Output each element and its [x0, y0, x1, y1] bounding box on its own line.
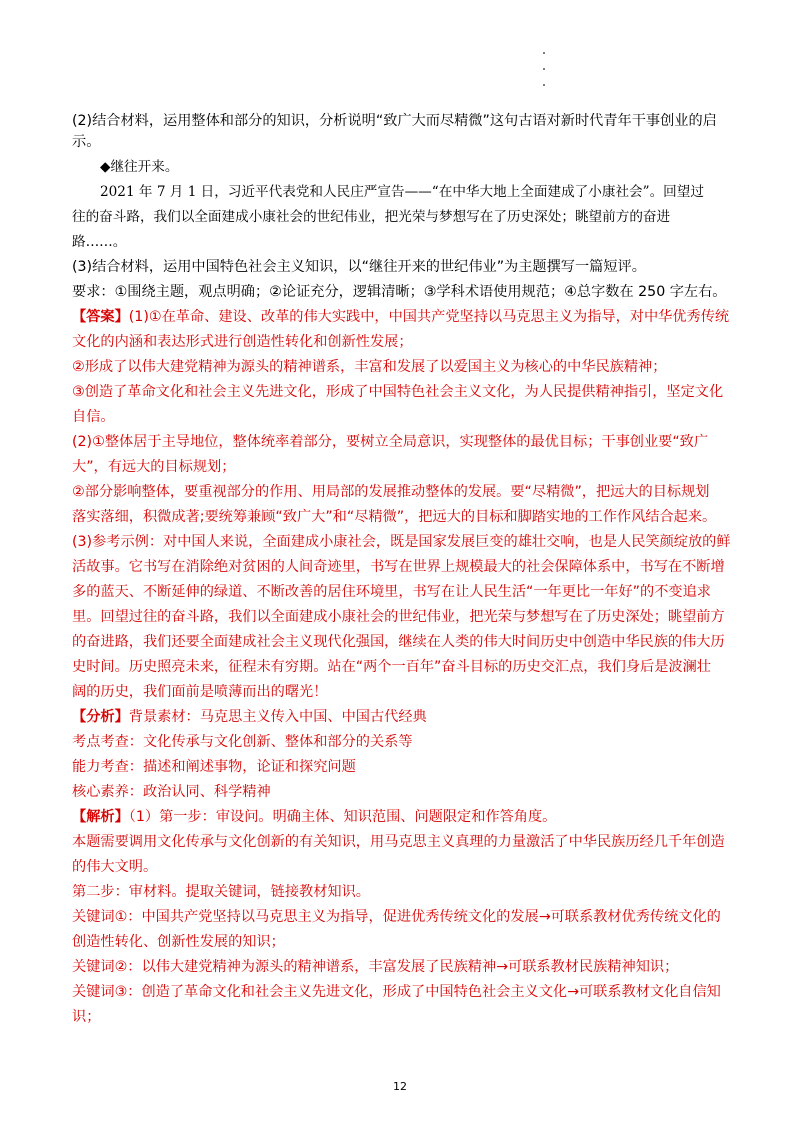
answer-line: 自信。: [72, 409, 115, 425]
explanation-line: （1）第一步：审设问。明确主体、知识范围、问题限定和作答角度。: [128, 809, 557, 825]
answer-line: (3)参考示例：对中国人来说，全面建成小康社会，既是国家发展巨变的雄壮交响，也是人民笑颜绽放的鲜: [72, 534, 731, 550]
dot: [543, 68, 545, 70]
answer-line: 落实落细，积微成著;要统筹兼顾“致广大”和“尽精微”，把远大的目标和脚踏实地的工作作风结合起来。: [72, 509, 717, 525]
explanation-line: 第二步：审材料。提取关键词，链接教材知识。: [72, 884, 370, 900]
answer-line: ②部分影响整体，要重视部分的作用、用局部的发展推动整体的发展。要“尽精微”，把远大的目标规划: [72, 484, 710, 500]
answer-line: 文化的内涵和表达形式进行创造性转化和创新性发展；: [72, 334, 413, 350]
answer-line: 阔的历史，我们面前是喷薄而出的曙光！: [72, 684, 328, 700]
material-line: 往的奋斗路，我们以全面建成小康社会的世纪伟业，把光荣与梦想写在了历史深处；眺望前方的奋进: [72, 209, 671, 225]
explanation-first-line: [72, 807, 732, 828]
explanation-line: 识；: [72, 1009, 101, 1025]
question-2-line: 示。: [72, 134, 101, 150]
dot: [543, 84, 545, 86]
question-3-line: (3)结合材料，运用中国特色社会主义知识，以“继往开来的世纪伟业”为主题撰写一篇短评。: [72, 259, 646, 275]
dot: [543, 52, 545, 54]
answer-line: 大”，有远大的目标规划；: [72, 459, 236, 475]
analysis-line: 考点考查：文化传承与文化创新、整体和部分的关系等: [72, 734, 413, 750]
explanation-section: [72, 807, 732, 1028]
explanation-line: 的伟大文明。: [72, 859, 158, 875]
content: [72, 111, 732, 1032]
explanation-line: 关键词③：创造了革命文化和社会主义先进文化，形成了中国特色社会主义文化→可联系教材文化自信知: [72, 984, 721, 1000]
question-2-line: (2)结合材料，运用整体和部分的知识，分析说明“致广大而尽精微”这句古语对新时代青年干事创业的启: [72, 113, 717, 129]
explanation-line: 关键词①：中国共产党坚持以马克思主义为指导，促进优秀传统文化的发展→可联系教材优秀传统文化的: [72, 909, 721, 925]
analysis-first-line: [72, 707, 732, 728]
answer-label: 【答案】: [72, 309, 129, 325]
answer-line: (2)①整体居于主导地位，整体统率着部分，要树立全局意识，实现整体的最优目标；干事创业要“致广: [72, 434, 709, 450]
answer-line: 的奋进路，我们还要全面建成社会主义现代化强国，继续在人类的伟大时间历史中创造中华民族的伟大历: [72, 634, 725, 650]
material-line: 2021 年 7 月 1 日，习近平代表党和人民庄严宣告——“在中华大地上全面建成了小康社会”。回望过: [100, 184, 704, 200]
explanation-label: 【解析】: [72, 809, 129, 825]
answer-line: ③创造了革命文化和社会主义先进文化，形成了中国特色社会主义文化，为人民提供精神指引，坚定文化: [72, 384, 724, 400]
explanation-line: 关键词②：以伟大建党精神为源头的精神谱系，丰富发展了民族精神→可联系教材民族精神知识；: [72, 959, 679, 975]
analysis-line: 核心素养：政治认同、科学精神: [72, 784, 271, 800]
answer-line: 活故事。它书写在消除绝对贫困的人间奇迹里，书写在世界上规模最大的社会保障体系中，书写在不断增: [72, 559, 725, 575]
answer-line: 多的蓝天、不断延伸的绿道、不断改善的居住环境里，书写在让人民生活“一年更比一年好”的不变追求: [72, 584, 711, 600]
header-dots: [541, 52, 547, 100]
answer-section: [72, 307, 732, 703]
question-3-requirements: 要求：①围绕主题，观点明确；②论证充分，逻辑清晰；③学科术语使用规范；④总字数在 250 字左右。: [72, 284, 727, 300]
page-number: 12: [393, 1080, 407, 1093]
analysis-line: 能力考查：描述和阐述事物，论证和探究问题: [72, 759, 356, 775]
explanation-line: 创造性转化、创新性发展的知识；: [72, 934, 285, 950]
explanation-line: 本题需要调用文化传承与文化创新的有关知识，用马克思主义真理的力量激活了中华民族历经几千年创造: [72, 834, 725, 850]
answer-line: 史时间。历史照亮未来，征程未有穷期。站在“两个一百年”奋斗目标的历史交汇点，我们身后是波澜壮: [72, 659, 711, 675]
answer-line: (1)①在革命、建设、改革的伟大实践中，中国共产党坚持以马克思主义为指导，对中华优秀传统: [128, 309, 730, 325]
analysis-line: 背景素材：马克思主义传入中国、中国古代经典: [128, 709, 427, 725]
answer-line: ②形成了以伟大建党精神为源头的精神谱系，丰富和发展了以爱国主义为核心的中华民族精神；: [72, 359, 667, 375]
answer-line: 里。回望过往的奋斗路，我们以全面建成小康社会的世纪伟业，把光荣与梦想写在了历史深处；眺望前方: [72, 609, 725, 625]
material-line: 路……。: [72, 234, 127, 250]
answer-first-line: [72, 307, 732, 328]
section-title: ◆继往开来。: [100, 159, 179, 175]
analysis-label: 【分析】: [72, 709, 129, 725]
analysis-section: [72, 707, 732, 803]
